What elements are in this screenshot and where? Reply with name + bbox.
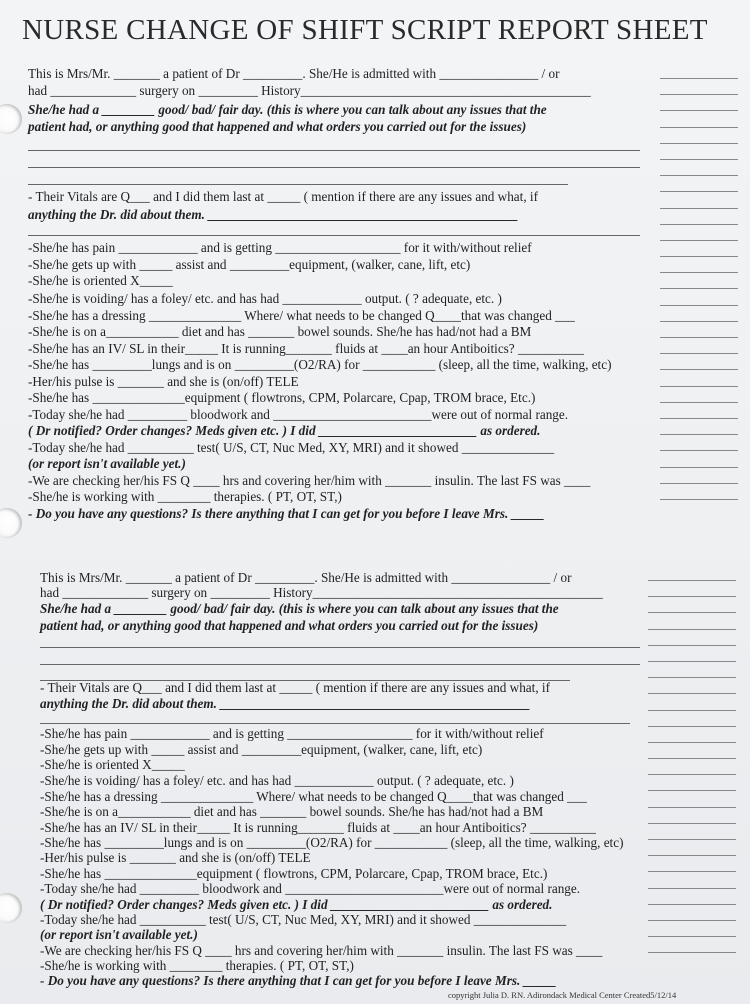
- notes-lines-2: [648, 580, 736, 969]
- oriented-line: -She/he is oriented X_____: [28, 273, 173, 288]
- fs-line: -We are checking her/his FS Q ____ hrs and covering her/him with _______ insulin. The last FS was ____: [28, 473, 591, 488]
- diet-line: -She/he is on a___________ diet and has _______ bowel sounds. She/he has had/not had a BM: [28, 324, 532, 339]
- equipment-line: -She/he has ______________equipment ( flowtrons, CPM, Polarcare, Cpap, TROM brace, Etc.): [28, 390, 536, 405]
- notes-lines-1: [660, 78, 738, 515]
- surgery-line: had _____________ surgery on _________ History____________________________________________: [40, 585, 603, 600]
- iv-line: -She/he has an IV/ SL in their_____ It is running_______ fluids at ____an hour Antiboitics? __________: [28, 341, 584, 356]
- report-line: (or report isn't available yet.): [40, 927, 198, 942]
- pain-line: -She/he has pain ____________ and is getting ___________________ for it with/without relief: [40, 726, 544, 741]
- diet-line: -She/he is on a___________ diet and has _______ bowel sounds. She/he has had/not had a BM: [40, 804, 544, 819]
- dressing-line: -She/he has a dressing ______________ Where/ what needs to be changed Q____that was changed ___: [28, 308, 575, 323]
- vitals-line: - Their Vitals are Q___ and I did them last at _____ ( mention if there are any issues and what, if: [40, 680, 550, 695]
- intro-line: This is Mrs/Mr. _______ a patient of Dr _________. She/He is admitted with _______________ / or: [28, 66, 560, 81]
- questions-line: - Do you have any questions? Is there anything that I can get for you before I leave Mrs. _____: [40, 973, 557, 988]
- day-line: She/he had a ________ good/ bad/ fair day. (this is where you can talk about any issues that the: [28, 102, 547, 117]
- punch-hole: [0, 104, 22, 134]
- write-line: [40, 723, 630, 724]
- copyright-note: copyright Julia D. RN. Adirondack Medical Center Created5/12/14: [448, 990, 677, 1000]
- surgery-line: had _____________ surgery on _________ History____________________________________________: [28, 83, 591, 98]
- page-title: NURSE CHANGE OF SHIFT SCRIPT REPORT SHEET: [22, 14, 708, 46]
- write-line: [40, 647, 640, 648]
- intro-line: This is Mrs/Mr. _______ a patient of Dr _________. She/He is admitted with _______________ / or: [40, 570, 572, 585]
- day-note-line: patient had, or anything good that happened and what orders you carried out for the issues): [28, 119, 527, 134]
- report-line: (or report isn't available yet.): [28, 456, 186, 471]
- dressing-line: -She/he has a dressing ______________ Where/ what needs to be changed Q____that was changed ___: [40, 789, 587, 804]
- therapy-line: -She/he is working with ________ therapies. ( PT, OT, ST,): [40, 958, 354, 973]
- vitals-note-line: anything the Dr. did about them. _______________________________________________: [40, 696, 531, 711]
- fs-line: -We are checking her/his FS Q ____ hrs and covering her/him with _______ insulin. The last FS was ____: [40, 943, 603, 958]
- voiding-line: -She/he is voiding/ has a foley/ etc. and has had ____________ output. ( ? adequate, etc. ): [40, 773, 514, 788]
- questions-line: - Do you have any questions? Is there anything that I can get for you before I leave Mrs. _____: [28, 506, 545, 521]
- test-line: -Today she/he had __________ test( U/S, CT, Nuc Med, XY, MRI) and it showed ______________: [40, 912, 567, 927]
- write-line: [28, 167, 640, 168]
- punch-hole: [0, 893, 22, 923]
- mobility-line: -She/he gets up with _____ assist and _________equipment, (walker, cane, lift, etc): [40, 742, 483, 757]
- mobility-line: -She/he gets up with _____ assist and _________equipment, (walker, cane, lift, etc): [28, 257, 471, 272]
- therapy-line: -She/he is working with ________ therapies. ( PT, OT, ST,): [28, 489, 342, 504]
- punch-hole: [0, 508, 22, 538]
- day-line: She/he had a ________ good/ bad/ fair day. (this is where you can talk about any issues that the: [40, 601, 559, 616]
- write-line: [28, 184, 568, 185]
- write-line: [40, 664, 640, 665]
- write-line: [28, 235, 640, 236]
- oriented-line: -She/he is oriented X_____: [40, 757, 185, 772]
- bloodwork-line: -Today she/he had _________ bloodwork and ________________________were out of normal range.: [28, 407, 569, 422]
- test-line: -Today she/he had __________ test( U/S, CT, Nuc Med, XY, MRI) and it showed ______________: [28, 440, 555, 455]
- dr-notified-line: ( Dr notified? Order changes? Meds given etc. ) I did ________________________ as ordered.: [28, 423, 541, 438]
- bloodwork-line: -Today she/he had _________ bloodwork and ________________________were out of normal range.: [40, 881, 581, 896]
- lungs-line: -She/he has _________lungs and is on _________(O2/RA) for ___________ (sleep, all the time, walking, etc): [28, 357, 612, 372]
- equipment-line: -She/he has ______________equipment ( flowtrons, CPM, Polarcare, Cpap, TROM brace, Etc.): [40, 866, 548, 881]
- voiding-line: -She/he is voiding/ has a foley/ etc. and has had ____________ output. ( ? adequate, etc. ): [28, 291, 502, 306]
- dr-notified-line: ( Dr notified? Order changes? Meds given etc. ) I did ________________________ as ordered.: [40, 897, 553, 912]
- pain-line: -She/he has pain ____________ and is getting ___________________ for it with/without relief: [28, 240, 532, 255]
- pulse-line: -Her/his pulse is _______ and she is (on/off) TELE: [28, 374, 299, 389]
- lungs-line: -She/he has _________lungs and is on _________(O2/RA) for ___________ (sleep, all the time, walking, etc): [40, 835, 624, 850]
- vitals-note-line: anything the Dr. did about them. _______________________________________________: [28, 207, 519, 222]
- pulse-line: -Her/his pulse is _______ and she is (on/off) TELE: [40, 850, 311, 865]
- iv-line: -She/he has an IV/ SL in their_____ It is running_______ fluids at ____an hour Antiboitics? __________: [40, 820, 596, 835]
- write-line: [28, 150, 640, 151]
- day-note-line: patient had, or anything good that happened and what orders you carried out for the issues): [40, 618, 539, 633]
- vitals-line: - Their Vitals are Q___ and I did them last at _____ ( mention if there are any issues and what, if: [28, 189, 538, 204]
